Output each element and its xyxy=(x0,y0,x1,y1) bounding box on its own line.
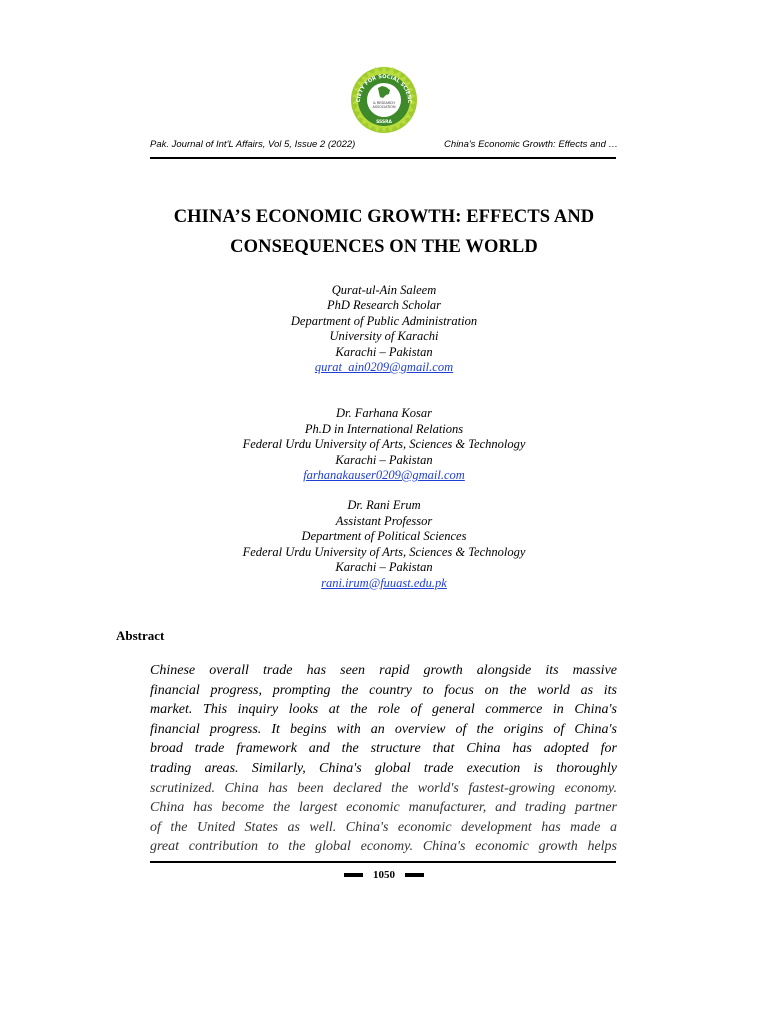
author-3 xyxy=(150,498,618,590)
author-location: Karachi – Pakistan xyxy=(335,452,433,467)
logo-ring-text: CIETY FOR SOCIAL SCIENC xyxy=(355,73,413,104)
abstract-line: financial progress, prompting the country to focus on the world as its xyxy=(150,682,617,698)
abstract-heading: Abstract xyxy=(116,628,165,643)
short-title: China's Economic Growth: Effects and … xyxy=(444,139,618,150)
footer-rule xyxy=(150,861,616,863)
logo-bottom-text: SSSRA xyxy=(376,120,392,125)
author-department: Department of Political Sciences xyxy=(301,529,467,544)
header-rule xyxy=(150,157,616,159)
running-header xyxy=(150,139,618,150)
abstract-line: of the United States as well. China's economic development has made a xyxy=(150,819,617,835)
article-title-line-2: CONSEQUENCES ON THE WORLD xyxy=(230,237,538,257)
logo-center-text-1: & RESEARCH xyxy=(373,101,395,105)
author-list xyxy=(150,283,618,591)
society-seal-icon xyxy=(346,66,422,134)
author-email-link[interactable]: qurat_ain0209@gmail.com xyxy=(314,360,454,375)
abstract-line: financial progress. It begins with an overview of the origins of China's xyxy=(150,721,617,737)
abstract-line: market. This inquiry looks at the role of general commerce in China's xyxy=(150,702,617,718)
author-university: University of Karachi xyxy=(329,329,439,344)
author-role: PhD Research Scholar xyxy=(326,298,442,313)
author-2 xyxy=(150,406,618,483)
article-title xyxy=(110,202,658,262)
author-name: Dr. Rani Erum xyxy=(347,498,421,513)
article-title-line-1: CHINA’S ECONOMIC GROWTH: EFFECTS AND xyxy=(173,207,595,227)
journal-citation: Pak. Journal of Int'L Affairs, Vol 5, Issue 2 (2022) xyxy=(150,139,356,150)
journal-logo xyxy=(346,66,422,134)
page-number xyxy=(339,869,429,881)
abstract-line: scrutinized. China has been declared the world's fastest-growing economy. xyxy=(150,780,617,796)
author-university: Federal Urdu University of Arts, Sciences & Technology xyxy=(242,544,526,559)
author-1 xyxy=(150,283,618,375)
page-number-bar-right xyxy=(405,873,424,877)
logo-center-text-2: ASSOCIATION xyxy=(372,105,396,109)
author-department: Department of Public Administration xyxy=(290,313,478,328)
abstract-line: China has become the largest economic manufacturer, and trading partner xyxy=(150,800,617,816)
author-email-link[interactable]: rani.irum@fuuast.edu.pk xyxy=(321,575,447,590)
author-role: Ph.D in International Relations xyxy=(304,421,464,436)
abstract-body xyxy=(150,661,617,857)
author-name: Dr. Farhana Kosar xyxy=(336,406,432,421)
author-university: Federal Urdu University of Arts, Sciences & Technology xyxy=(242,437,526,452)
author-location: Karachi – Pakistan xyxy=(335,344,433,359)
abstract-line: great contribution to the global economy. China's economic growth helps xyxy=(150,839,617,855)
abstract-line: Chinese overall trade has seen rapid growth alongside its massive xyxy=(150,663,617,678)
author-location: Karachi – Pakistan xyxy=(335,560,433,575)
abstract-line: broad trade framework and the structure that China has adopted for xyxy=(150,741,617,757)
page-number-text: 1050 xyxy=(373,869,395,881)
page-number-bar-left xyxy=(344,873,363,877)
author-role: Assistant Professor xyxy=(335,513,433,528)
abstract-line: trading areas. Similarly, China's global trade execution is thoroughly xyxy=(150,760,617,776)
author-email-link[interactable]: farhanakauser0209@gmail.com xyxy=(303,468,465,483)
author-name: Qurat-ul-Ain Saleem xyxy=(331,283,437,297)
